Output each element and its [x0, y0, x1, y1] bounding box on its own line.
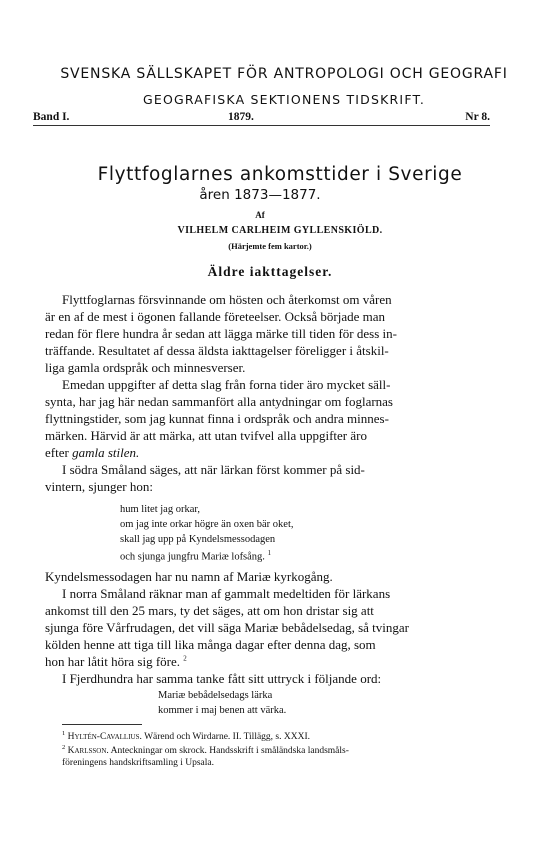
body-line: vintern, sjunger hon:	[45, 479, 153, 494]
volume-label: Band I.	[33, 111, 70, 123]
body-line: ankomst till den 25 mars, ty det säges, att om hon dristar sig att	[45, 603, 374, 618]
author-name: VILHELM CARLHEIM GYLLENSKIÖLD.	[177, 225, 383, 236]
body-line: träffande. Resultatet af dessa äldsta iakttagelser föreligger i åtskil-	[45, 343, 389, 358]
verse-line: skall jag upp på Kyndelsmessodagen	[120, 534, 276, 545]
journal-subtitle: GEOGRAFISKA SEKTIONENS TIDSKRIFT.	[142, 92, 426, 107]
author-note: (Härjemte fem kartor.)	[228, 241, 312, 251]
footnote-number: 1	[62, 730, 66, 737]
footnote-ref: 1	[267, 549, 272, 557]
verse-line: Mariæ bebådelsedags lärka	[158, 690, 273, 701]
footnote-continuation: föreningens handskriftsamling i Upsala.	[62, 758, 214, 768]
body-text: hon har låtit höra sig före.	[45, 654, 181, 669]
body-line: Kyndelsmessodagen har nu namn af Mariæ kyrkogång.	[45, 569, 333, 584]
footnote-text: Anteckningar om skrock. Handsskrift i småländska landsmåls-	[110, 746, 349, 757]
verse-text: och sjunga jungfru Mariæ lofsång.	[120, 551, 265, 563]
body-line: I Fjerdhundra har samma tanke fått sitt uttryck i följande ord:	[62, 671, 382, 686]
body-line: liga gamla ordspråk och minnesverser.	[45, 360, 246, 375]
body-line: Flyttfoglarnas försvinnande om hösten och återkomst om våren	[62, 292, 392, 307]
body-line: är en af de mest i ögonen fallande företeelser. Också började man	[45, 309, 386, 324]
footnote-author: Karlsson.	[67, 746, 109, 757]
body-line: Emedan uppgifter af detta slag från forna tider äro mycket säll-	[62, 377, 391, 392]
header-divider	[33, 125, 490, 126]
footnote-number: 2	[62, 744, 66, 751]
body-line: I södra Småland säges, att när lärkan först kommer på sid-	[62, 462, 365, 477]
footnote-ref: 2	[183, 654, 187, 663]
footnote-text: Wärend och Wirdarne. II. Tillägg, s. XXXI.	[144, 732, 310, 743]
body-line	[45, 654, 187, 670]
body-line: flyttningstider, som jag kunnat finna i ordspråk och andra minnes-	[45, 411, 389, 426]
byline-af: Af	[255, 210, 265, 220]
verse-line: hum litet jag orkar,	[120, 504, 201, 515]
article-title: Flyttfoglarnes ankomsttider i Sverige	[97, 164, 463, 185]
italic-phrase: gamla stilen.	[72, 445, 140, 460]
footnote	[62, 730, 310, 742]
issue-number: Nr 8.	[465, 111, 490, 123]
journal-title: SVENSKA SÄLLSKAPET FÖR ANTROPOLOGI OCH GEOGRAFI	[60, 66, 508, 82]
footnote-divider	[62, 724, 142, 725]
footnote	[62, 744, 349, 756]
verse-line: kommer i maj benen att värka.	[158, 705, 287, 716]
section-heading: Äldre iakttagelser.	[207, 264, 333, 279]
body-line: I norra Småland räknar man af gammalt medeltiden för lärkans	[62, 586, 391, 601]
article-years: åren 1873—1877.	[199, 187, 321, 203]
year-label: 1879.	[228, 111, 254, 123]
verse-line: om jag inte orkar högre än oxen bär oket,	[120, 519, 294, 530]
body-line: redan för flere hundra år sedan att lägga märke till tiden för dess in-	[45, 326, 397, 341]
body-line	[45, 445, 139, 461]
body-line: synta, har jag här nedan sammanfört alla antydningar om foglarnas	[45, 394, 393, 409]
body-line: sjunga före Vårfrudagen, det vill säga Mariæ bebådelsedag, så tvingar	[45, 620, 409, 635]
body-line: kölden henne att tiga till lika många dagar efter denna dag, som	[45, 637, 376, 652]
body-text: efter	[45, 445, 69, 460]
body-line: märken. Härvid är att märka, att utan tvifvel alla uppgifter äro	[45, 428, 367, 443]
verse-line	[120, 549, 271, 563]
footnote-author: Hyltén-Cavallius.	[67, 732, 142, 743]
